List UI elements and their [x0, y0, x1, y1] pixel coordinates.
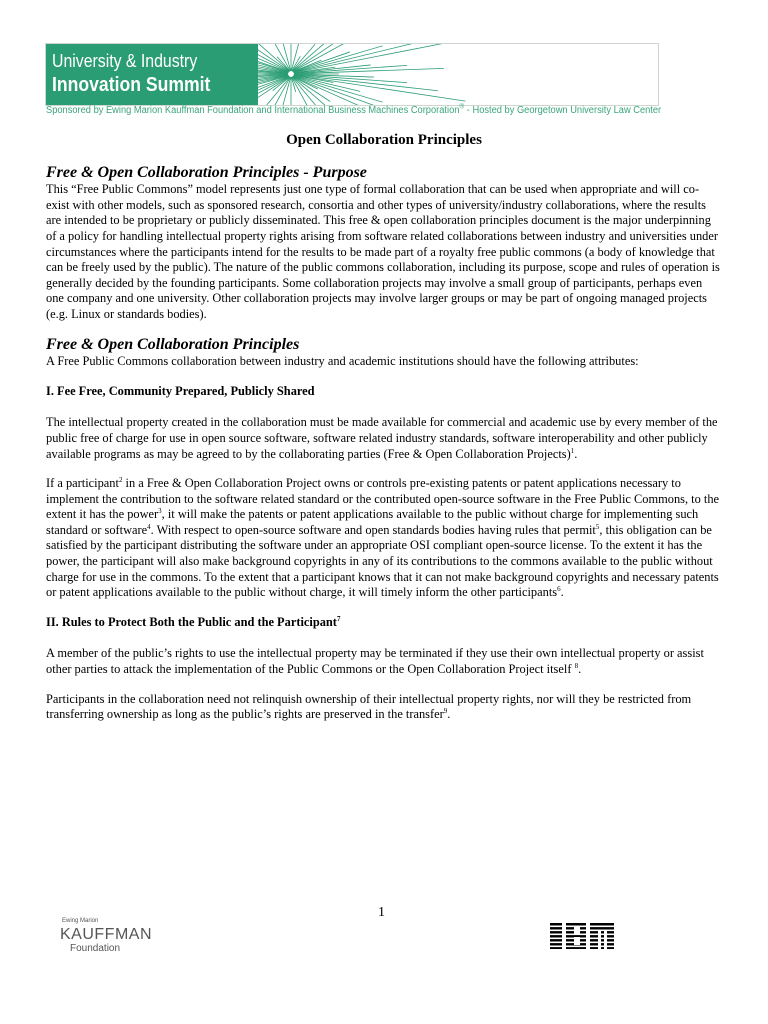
section-1-heading: I. Fee Free, Community Prepared, Publicly Shared: [46, 383, 315, 398]
section-2-paragraph-2: [46, 692, 722, 723]
purpose-paragraph: This “Free Public Commons” model represents just one type of formal collaboration that can be used when appropriate and will co-exist with other models, such as sponsored research, consortia and other types of university/industry collaborations, where the results are intended to be proprietary or publicly disseminated. This free & open collaboration principles document is the major underpinning of a policy for handling intellectual property rights arising from software related collaborations between industry and universities under circumstances where the participants intend for the results to be made part of a royalty free public commons (a body of knowledge that can be freely used by the public). The nature of the public commons collaboration, including its purpose, scope and rules of operation is generally decided by the founding participants. Some collaboration projects may involve a small group of participants, perhaps even one company and one university. Other collaboration projects may involve larger groups or may be part of ongoing managed projects (e.g. Linux or standards bodies).: [46, 182, 720, 321]
paragraph-text: .: [578, 662, 582, 677]
kauffman-logo-sub-text: Foundation: [70, 943, 121, 954]
footnote-marker: 2: [118, 475, 123, 484]
section-2-heading: [46, 615, 722, 631]
paragraph-text: , this obligation can be satisfied by the participant distributing the software under an appropriate OSI compliant open-source license. To the extent it has the power, the participant will also make background copyrights in any of its contributions to the commons available to the public without charge for use in the commons. To the extent that a participant knows that it can not make background copyrights and necessary patents or patent applications available to the public without charge, it will timely inform the other participants: [46, 522, 719, 600]
paragraph-text: .: [574, 446, 578, 461]
heading-text: II. Rules to Protect Both the Public and the Participant: [46, 614, 337, 629]
page-number: 1: [378, 905, 385, 920]
sponsor-line: [46, 105, 697, 116]
host-text: - Hosted by Georgetown University Law Center: [464, 105, 662, 116]
paragraph-text: .: [447, 707, 451, 722]
registered-mark: ®: [459, 103, 465, 111]
section-2-paragraph-1: [46, 646, 722, 677]
document-body: [46, 131, 722, 737]
paragraph-text: , it will make the patents or patent applications available to the public without charge for implementing such standard or software: [46, 507, 699, 537]
footnote-marker: 6: [557, 585, 561, 594]
ibm-logo-icon: [548, 920, 618, 952]
summit-banner: [45, 43, 659, 106]
sponsor-text: Sponsored by Ewing Marion Kauffman Foundation and International Business Machines Corporation: [46, 105, 460, 116]
kauffman-logo-small-text: Ewing Marion: [62, 918, 99, 924]
banner-title-line2: Innovation Summit: [52, 74, 211, 96]
principles-heading: Free & Open Collaboration Principles: [46, 335, 300, 353]
paragraph-text: .: [560, 585, 564, 600]
footnote-marker: 4: [147, 522, 151, 531]
footnote-marker: 5: [595, 522, 600, 531]
purpose-heading: Free & Open Collaboration Principles - Purpose: [46, 163, 367, 181]
footnote-marker: 9: [443, 707, 448, 716]
banner-title-line1: University & Industry: [52, 51, 198, 71]
footnote-marker: 1: [570, 446, 575, 455]
principles-intro: A Free Public Commons collaboration between industry and academic institutions should have the following attributes:: [46, 354, 639, 369]
paragraph-text: A member of the public’s rights to use the intellectual property may be terminated if they use their own intellectual property or assist other parties to attack the implementation of the Public Commons or the Open Collaboration Project itself: [46, 646, 704, 677]
paragraph-text: The intellectual property created in the collaboration must be made available for commercial and academic use by every member of the public free of charge for use in open source software, software related industry standards, software interoperability and other publicly available programs as may be agreed to by the collaborating parties (Free & Open Collaboration Projects): [46, 415, 718, 461]
paragraph-text: . With respect to open-source software and open standards bodies having rules that permit: [150, 522, 596, 537]
paragraph-text: in a Free & Open Collaboration Project owns or controls pre-existing patents or patent applications necessary to implement the contribution to the software related standard or the contributed open-source software in the Free Public Commons, to the extent it has the power: [46, 476, 720, 522]
section-1-paragraph-2: [46, 476, 722, 601]
paragraph-text: Participants in the collaboration need not relinquish ownership of their intellectual property rights, nor will they be restricted from transferring ownership as long as the public’s rights are preserved in the transfer: [46, 691, 692, 722]
paragraph-text: If a participant: [46, 476, 119, 491]
footnote-marker: 3: [158, 507, 162, 516]
footnote-marker: 8: [574, 661, 579, 670]
section-1-paragraph-1: [46, 415, 722, 462]
kauffman-logo-main-text: KAUFFMAN: [60, 926, 152, 943]
footnote-marker: 7: [336, 614, 341, 623]
kauffman-logo: [60, 918, 150, 958]
document-title: Open Collaboration Principles: [286, 132, 482, 148]
